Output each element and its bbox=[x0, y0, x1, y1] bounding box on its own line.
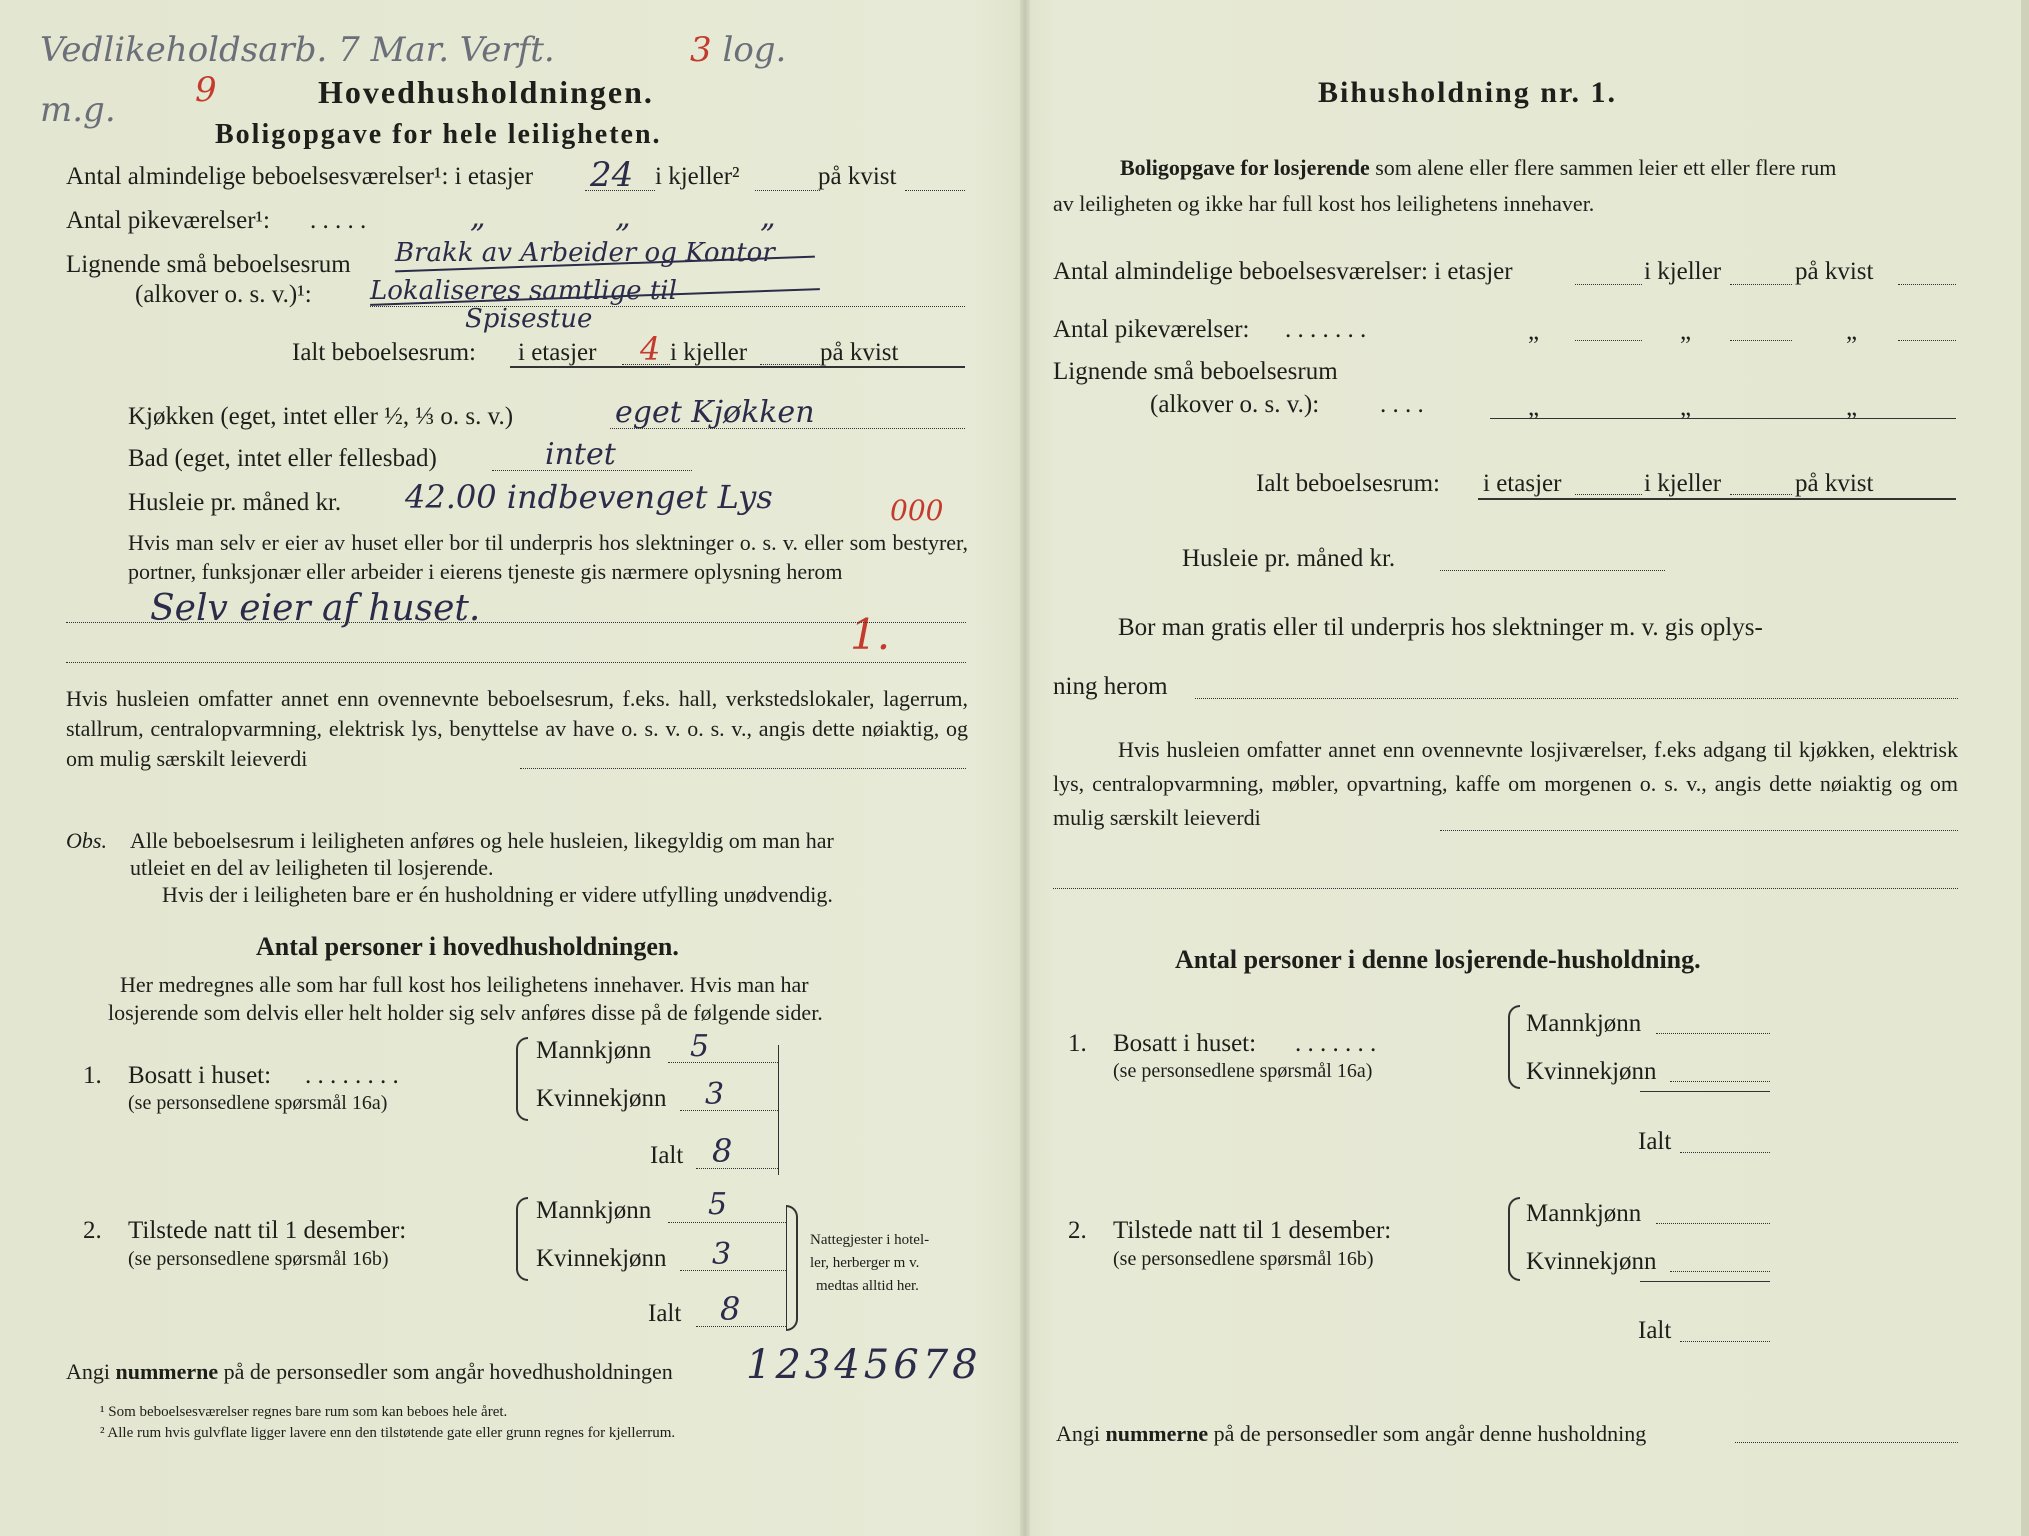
right-q2-label: Tilstede natt til 1 desember: bbox=[1113, 1217, 1392, 1244]
right-q1-ialt: Ialt bbox=[1638, 1128, 1672, 1155]
left-eier-red-mark: 1. bbox=[850, 610, 891, 659]
nattegjester-line2: ler, herberger m v. bbox=[810, 1255, 920, 1271]
left-q1-ialt: Ialt bbox=[650, 1142, 684, 1169]
left-q2-num: 2. bbox=[83, 1217, 102, 1244]
left-q2-mann: Mannkjønn bbox=[536, 1197, 652, 1224]
right-gratis-text-1: Bor man gratis eller til underpris hos slektninger m. v. gis oplys- bbox=[1118, 614, 1763, 641]
left-subtitle: Boligopgave for hele leiligheten. bbox=[215, 119, 662, 150]
left-q2-label: Tilstede natt til 1 desember: bbox=[128, 1217, 407, 1244]
right-row2-quote-2: „ bbox=[1680, 318, 1692, 345]
left-row2-scribble: „ „ „ bbox=[470, 200, 836, 235]
right-q2-num: 2. bbox=[1068, 1217, 1087, 1244]
left-persons-title: Antal personer i hovedhusholdningen. bbox=[256, 932, 679, 961]
left-q1-num: 1. bbox=[83, 1062, 102, 1089]
left-row1-etasjer-value: 24 bbox=[590, 155, 634, 195]
right-omfatter-text: Hvis husleien omfatter annet enn ovennevnte losjiværelser, f.eks adgang til kjøkken, elektrisk lys, centralopvarmning, møbler, opvartning, kaffe om morgenen o. s. v., angis dette nøiaktig og om mulig særskilt leieverdi bbox=[1053, 737, 1958, 830]
obs-text-2: utleiet en del av leiligheten til losjerende. bbox=[130, 855, 494, 880]
left-angi-label: Angi nummerne på de personsedler som angår hovedhusholdningen bbox=[66, 1359, 673, 1384]
right-row2-quote-1: „ bbox=[1528, 318, 1540, 345]
right-q1-sub: (se personsedlene spørsmål 16a) bbox=[1113, 1060, 1373, 1082]
left-row3-handwriting-b: Lokaliseres samtlige til bbox=[370, 276, 677, 306]
left-omfatter-text: Hvis husleien omfatter annet enn ovennevnte beboelsesrum, f.eks. hall, verkstedslokaler, lagerrum, stallrum, centralopvarmning, elektrisk lys, benyttelse av have o. s. v. o. s. v., angis dette nøiaktig, og om mulig særskilt leieverdi bbox=[66, 686, 968, 771]
obs-text-3: Hvis der i leiligheten bare er én husholdning er videre utfylling unødvendig. bbox=[162, 882, 833, 907]
nattegjester-line1: Nattegjester i hotel- bbox=[810, 1232, 930, 1248]
right-row4-kvist: på kvist bbox=[1795, 470, 1874, 497]
husleie-label: Husleie pr. måned kr. bbox=[128, 489, 342, 516]
left-persons-text-1: Her medregnes alle som har full kost hos leilighetens innehaver. Hvis man har bbox=[120, 972, 809, 997]
right-row1-kjeller: i kjeller bbox=[1644, 258, 1722, 285]
right-angi-label: Angi nummerne på de personsedler som angår denne husholdning bbox=[1056, 1421, 1647, 1446]
right-row4-label: Ialt beboelsesrum: bbox=[1256, 470, 1440, 497]
left-q1-mann: Mannkjønn bbox=[536, 1037, 652, 1064]
right-q2-mann: Mannkjønn bbox=[1526, 1200, 1642, 1227]
left-row1-label: Antal almindelige beboelsesværelser¹: i etasjer bbox=[66, 163, 534, 190]
margin-note-3: 3 log. bbox=[690, 30, 787, 70]
margin-note-mg: m.g. bbox=[40, 90, 116, 130]
left-q2-sub: (se personsedlene spørsmål 16b) bbox=[128, 1248, 389, 1270]
obs-label: Obs. bbox=[66, 828, 107, 853]
bad-label: Bad (eget, intet eller fellesbad) bbox=[128, 445, 437, 472]
left-q2-ialt: Ialt bbox=[648, 1300, 682, 1327]
right-q1-num: 1. bbox=[1068, 1030, 1087, 1057]
right-row1-label: Antal almindelige beboelsesværelser: i etasjer bbox=[1053, 258, 1513, 285]
left-q2-kvinne: Kvinnekjønn bbox=[536, 1245, 667, 1272]
left-row4-label: Ialt beboelsesrum: bbox=[292, 339, 476, 366]
kjokken-label: Kjøkken (eget, intet eller ½, ⅓ o. s. v.) bbox=[128, 403, 514, 430]
husleie-value: 42.00 indbevenget Lys bbox=[405, 478, 773, 516]
left-q2-kvinne-value: 3 bbox=[712, 1237, 732, 1272]
right-persons-title: Antal personer i denne losjerende-husholdning. bbox=[1175, 945, 1701, 974]
left-angi-value: 12345678 bbox=[746, 1342, 982, 1388]
left-row2-dots: . . . . . bbox=[310, 207, 367, 234]
right-intro-line2: av leiligheten og ikke har full kost hos leilighetens innehaver. bbox=[1053, 191, 1595, 216]
left-eier-handwriting: Selv eier af huset. bbox=[150, 588, 481, 629]
left-row3-label-a: Lignende små beboelsesrum bbox=[66, 251, 351, 278]
right-q1-dots: . . . . . . . bbox=[1295, 1030, 1377, 1057]
right-row3-label-a: Lignende små beboelsesrum bbox=[1053, 358, 1338, 385]
margin-note-9: 9 bbox=[195, 70, 217, 110]
left-eier-text: Hvis man selv er eier av huset eller bor til underpris hos slektninger o. s. v. eller som bestyrer, portner, funksjonær eller arbeider i eierens tjeneste gis nærmere oplysning herom bbox=[128, 530, 968, 584]
footnote-2: ² Alle rum hvis gulvflate ligger lavere enn den tilstøtende gate eller grunn regnes for kjellerrum. bbox=[100, 1425, 676, 1441]
nattegjester-line3: medtas alltid her. bbox=[816, 1278, 919, 1294]
right-row3-dots: . . . . bbox=[1380, 391, 1424, 418]
right-row2-label: Antal pikeværelser: bbox=[1053, 316, 1250, 343]
left-row4-kjeller: i kjeller bbox=[670, 339, 748, 366]
right-row4-kjeller: i kjeller bbox=[1644, 470, 1722, 497]
obs-text-1: Alle beboelsesrum i leiligheten anføres og hele husleien, likegyldig om man har bbox=[130, 828, 834, 853]
left-q1-sub: (se personsedlene spørsmål 16a) bbox=[128, 1092, 388, 1114]
left-row3-handwriting-c: Spisestue bbox=[465, 304, 593, 334]
right-row3-quote-3: „ bbox=[1846, 394, 1858, 421]
right-row1-kvist: på kvist bbox=[1795, 258, 1874, 285]
left-row4-etasjer: i etasjer bbox=[518, 339, 597, 366]
bad-value: intet bbox=[545, 437, 616, 472]
page-fold bbox=[1020, 0, 1030, 1536]
left-q1-label: Bosatt i huset: bbox=[128, 1062, 272, 1089]
left-q2-ialt-value: 8 bbox=[720, 1290, 741, 1328]
left-q1-dots: . . . . . . . . bbox=[305, 1062, 399, 1089]
right-q2-kvinne: Kvinnekjønn bbox=[1526, 1248, 1657, 1275]
left-q2-mann-value: 5 bbox=[708, 1187, 728, 1222]
left-row4-kvist: på kvist bbox=[820, 339, 899, 366]
left-q1-kvinne: Kvinnekjønn bbox=[536, 1085, 667, 1112]
paper-edge bbox=[2021, 0, 2029, 1536]
husleie-red-note: 000 bbox=[890, 494, 944, 527]
right-q1-kvinne: Kvinnekjønn bbox=[1526, 1058, 1657, 1085]
right-intro-line1: Boligopgave for losjerende som alene eller flere sammen leier ett eller flere rum bbox=[1120, 155, 1837, 180]
left-persons-text-2: losjerende som delvis eller helt holder sig selv anføres disse på de følgende sider. bbox=[108, 1000, 823, 1025]
left-row4-etasjer-value: 4 bbox=[640, 330, 661, 368]
left-q1-ialt-value: 8 bbox=[712, 1132, 733, 1170]
right-q1-label: Bosatt i huset: bbox=[1113, 1030, 1257, 1057]
left-row1-kvist: på kvist bbox=[818, 163, 897, 190]
right-row2-dots: . . . . . . . bbox=[1285, 316, 1367, 343]
left-row1-kjeller: i kjeller² bbox=[655, 163, 740, 190]
right-row4-etasjer: i etasjer bbox=[1483, 470, 1562, 497]
right-q2-ialt: Ialt bbox=[1638, 1317, 1672, 1344]
left-row3-handwriting-a: Brakk av Arbeider og Kontor bbox=[395, 238, 775, 268]
left-q1-kvinne-value: 3 bbox=[705, 1077, 725, 1112]
footnote-1: ¹ Som beboelsesværelser regnes bare rum som kan beboes hele året. bbox=[100, 1404, 508, 1420]
right-row3-quote-1: „ bbox=[1528, 394, 1540, 421]
right-row3-label-b: (alkover o. s. v.): bbox=[1150, 391, 1320, 418]
right-q1-mann: Mannkjønn bbox=[1526, 1010, 1642, 1037]
left-title: Hovedhusholdningen. bbox=[318, 74, 654, 110]
right-gratis-text-2: ning herom bbox=[1053, 673, 1168, 700]
margin-note-work: Vedlikeholdsarb. 7 Mar. Verft. bbox=[40, 30, 555, 70]
left-row3-label-b: (alkover o. s. v.)¹: bbox=[135, 281, 312, 308]
right-row3-quote-2: „ bbox=[1680, 394, 1692, 421]
left-row2-label: Antal pikeværelser¹: bbox=[66, 207, 270, 234]
left-q1-mann-value: 5 bbox=[690, 1029, 710, 1064]
kjokken-value: eget Kjøkken bbox=[615, 395, 815, 430]
right-row2-quote-3: „ bbox=[1846, 318, 1858, 345]
right-husleie-label: Husleie pr. måned kr. bbox=[1182, 545, 1396, 572]
right-title: Bihusholdning nr. 1. bbox=[1318, 76, 1618, 109]
right-q2-sub: (se personsedlene spørsmål 16b) bbox=[1113, 1248, 1374, 1270]
